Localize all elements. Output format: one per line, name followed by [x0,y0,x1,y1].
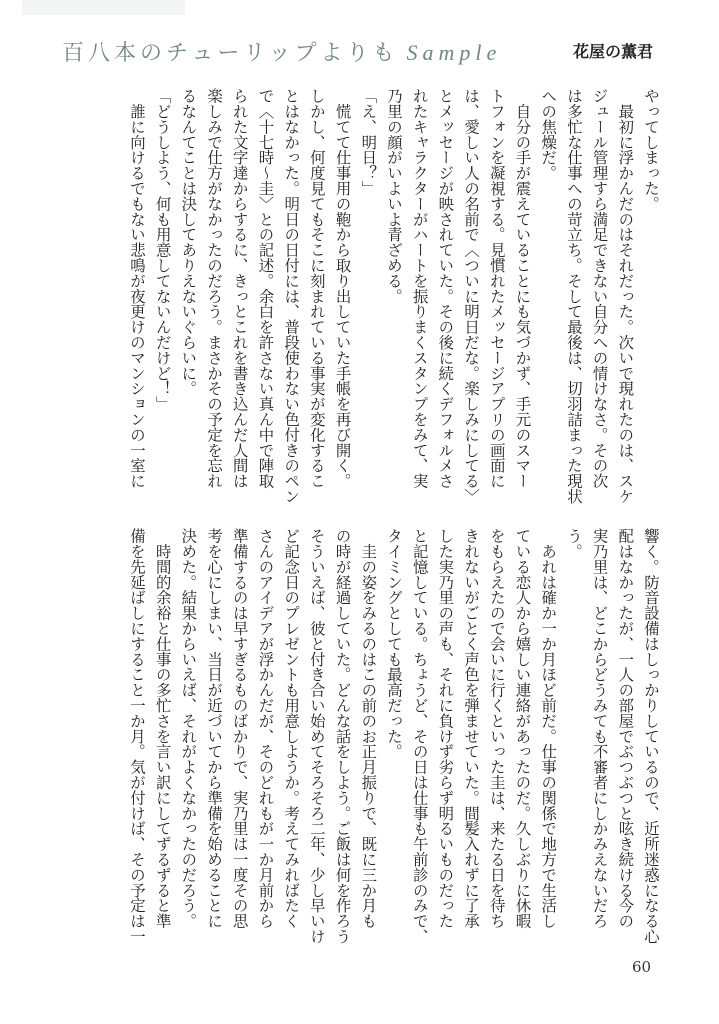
text-column: 実乃里は、どこからどうみても不審者にしかみえないだろ [590,528,609,929]
text-column: の時が経過していた。どんな話をしよう。ご飯は何を作ろう [333,528,352,944]
text-column: れたキャラクターがハートを振りまくスタンプをみて、実 [410,88,429,489]
text-column: 決めた。結果からいえば、それがよくなかったのだろう。 [179,528,198,929]
text-column: るなんてことは決してありえないぐらいに。 [179,88,198,396]
text-column: う。 [564,528,583,559]
text-column: への焦燥だ。 [539,88,558,181]
text-column: 楽しみで仕方がなかったのだろう。まさかその予定を忘れ [205,88,224,489]
text-column: 自分の手が震えていることにも気づかず、手元のスマー [513,88,532,489]
author-name: 花屋の薫君 [573,42,654,61]
text-column: 配はなかったが、一人の部屋でぶつぶつと呟き続ける今の [616,528,635,929]
text-column: 備を先延ばしにすること一か月。気が付けば、その予定は一 [127,528,146,944]
text-column: タイミングとしても最高だった。 [384,528,403,759]
text-column: しかし、何度見てもそこに刻まれている事実が変化するこ [307,88,326,489]
text-column: きれないがごとく声色を弾ませていた。間髪入れずに了承 [462,528,481,929]
page-number: 60 [632,958,652,976]
text-column: さんのアイデアが浮かんだが、そのどれもが一か月前から [256,528,275,929]
book-title-text: 百八本のチューリップよりも [62,41,399,66]
text-column: をもらえたので会いに行くといった圭は、来たる日を待ち [487,528,506,929]
text-column: 最初に浮かんだのはそれだった。次いで現れたのは、スケ [616,88,635,504]
bottom-text-block [123,528,663,944]
text-column: やってしまった。 [642,88,660,212]
text-column: とはなかった。明日の日付には、普段使わない色付きのペン [282,88,301,504]
text-column: は多忙な仕事への苛立ち。そして最後は、切羽詰まった現状 [564,88,583,504]
text-column: トフォンを凝視する。見慣れたメッセージアプリの画面に [487,88,506,489]
text-column: 響く。防音設備はしっかりしているので、近所迷惑になる心 [642,528,660,944]
text-column: られた文字達からするに、きっとこれを書き込んだ人間は [230,88,249,489]
sample-label: Sample [406,40,502,65]
top-tab-strip [22,0,185,15]
text-column: と記憶している。ちょうど、その日は仕事も午前診のみで、 [410,528,429,944]
text-column: した実乃里の声も、それに負けず劣らず明るいものだった [436,528,455,929]
text-column: 圭の姿をみるのはこの前のお正月振りで、既に三か月も [359,528,378,929]
text-column: 慌てて仕事用の鞄から取り出していた手帳を再び開く。 [333,88,352,489]
text-column: とメッセージが映されていた。その後に続くデフォルメさ [436,88,455,489]
text-column: 誰に向けるでもない悲鳴が夜更けのマンションの一室に [127,88,146,489]
text-column: 考を心にしまい、当日が近づいてから準備を始めることに [205,528,224,929]
text-column: ど記念日のプレゼントも用意しようか。考えてみればたく [282,528,301,929]
text-column: あれは確か一か月ほど前だ。仕事の関係で地方で生活し [539,528,558,929]
text-column: そういえば、彼と付き合い始めてそろそろ二年、少し早いけ [307,528,326,944]
text-column: ている恋人から嬉しい連絡があったのだ。久しぶりに休暇 [513,528,532,929]
text-column: 「え、明日？」 [359,88,378,196]
top-text-block [123,88,663,504]
text-column: 準備するのは早すぎるものばかりで、実乃里は一度その思 [230,528,249,929]
text-column: は、愛しい人の名前で〈ついに明日だな。楽しみにしてる〉 [462,88,481,504]
text-column: 乃里の顔がいよいよ青ざめる。 [384,88,403,304]
text-column: 時間的余裕と仕事の多忙さを言い訳にしてずるずると準 [153,528,172,929]
text-column: で〈十七時～圭〉との記述。余白を許さない真ん中で陣取 [256,88,275,489]
book-title [62,36,501,67]
text-column: 「どうしよう、何も用意してないんだけど！」 [153,88,172,412]
text-column: ジュール管理すら満足できない自分への情けなさ。その次 [590,88,609,489]
